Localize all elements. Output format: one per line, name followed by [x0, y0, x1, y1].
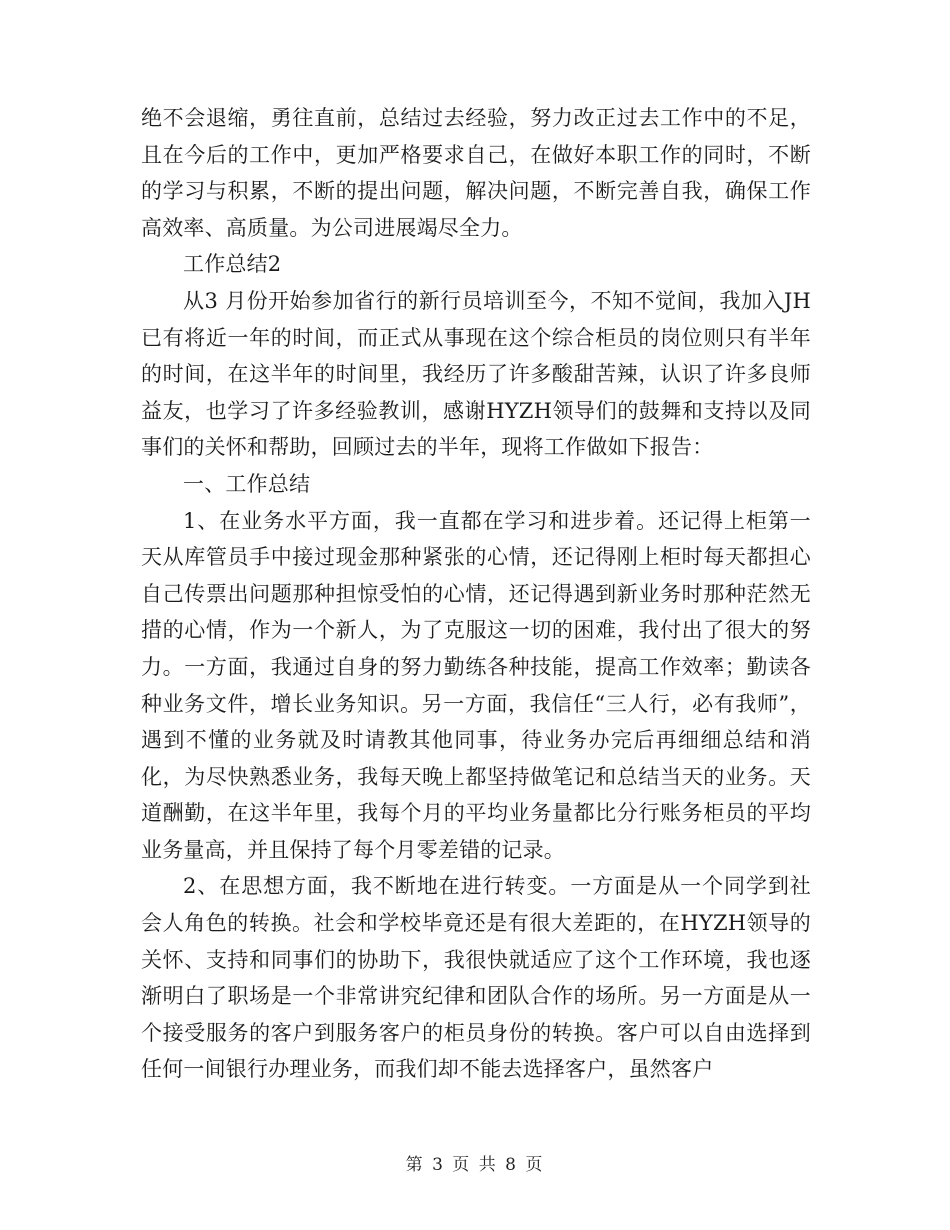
footer-page-unit-2: 页: [525, 1155, 545, 1175]
footer-total-pages: 8: [505, 1155, 518, 1175]
paragraph-continuation: 绝不会退缩，勇往直前，总结过去经验，努力改正过去工作中的不足，且在今后的工作中，更加严格要求自己，在做好本职工作的同时，不断的学习与积累，不断的提出问题，解决问题，不断完善自我，确保工作高效率、高质量。为公司进展竭尽全力。: [141, 106, 811, 240]
paragraph-intro: 从3 月份开始参加省行的新行员培训至今，不知不觉间，我加入JH已有将近一年的时间，而正式从事现在这个综合柜员的岗位则只有半年的时间，在这半年的时间里，我经历了许多酸甜苦辣，认识了许多良师益友，也学习了许多经验教训，感谢HYZH领导们的鼓舞和支持以及同事们的关怀和帮助，回顾过去的半年，现将工作做如下报告：: [141, 288, 811, 460]
footer-total-label: 共: [478, 1155, 498, 1175]
section-heading-work-summary-2: 工作总结2: [183, 252, 282, 277]
paragraph-business-level: 1、在业务水平方面，我一直都在学习和进步着。还记得上柜第一天从库管员手中接过现金那种紧张的心情，还记得刚上柜时每天都担心自己传票出问题那种担惊受怕的心情，还记得遇到新业务时那种茫然无措的心情，作为一个新人，为了克服这一切的困难，我付出了很大的努力。一方面，我通过自身的努力勤练各种技能，提高工作效率；勤读各种业务文件，增长业务知识。另一方面，我信任“三人行，必有我师”，遇到不懂的业务就及时请教其他同事，待业务办完后再细细总结和消化，为尽快熟悉业务，我每天晚上都坚持做笔记和总结当天的业务。天道酬勤，在这半年里，我每个月的平均业务量都比分行账务柜员的平均业务量高，并且保持了每个月零差错的记录。: [141, 508, 811, 862]
page-footer: [0, 1150, 950, 1175]
document-body: [141, 100, 811, 1088]
footer-page-unit: 页: [452, 1155, 472, 1175]
subheading-work-summary: 一、工作总结: [183, 471, 311, 496]
footer-current-page: 3: [432, 1155, 445, 1175]
footer-prefix: 第: [405, 1155, 425, 1175]
paragraph-thinking: 2、在思想方面，我不断地在进行转变。一方面是从一个同学到社会人角色的转换。社会和学校毕竟还是有很大差距的，在HYZH领导的关怀、支持和同事们的协助下，我很快就适应了这个工作环境，我也逐渐明白了职场是一个非常讲究纪律和团队合作的场所。另一方面是从一个接受服务的客户到服务客户的柜员身份的转换。客户可以自由选择到任何一间银行办理业务，而我们却不能去选择客户，虽然客户: [141, 874, 811, 1082]
